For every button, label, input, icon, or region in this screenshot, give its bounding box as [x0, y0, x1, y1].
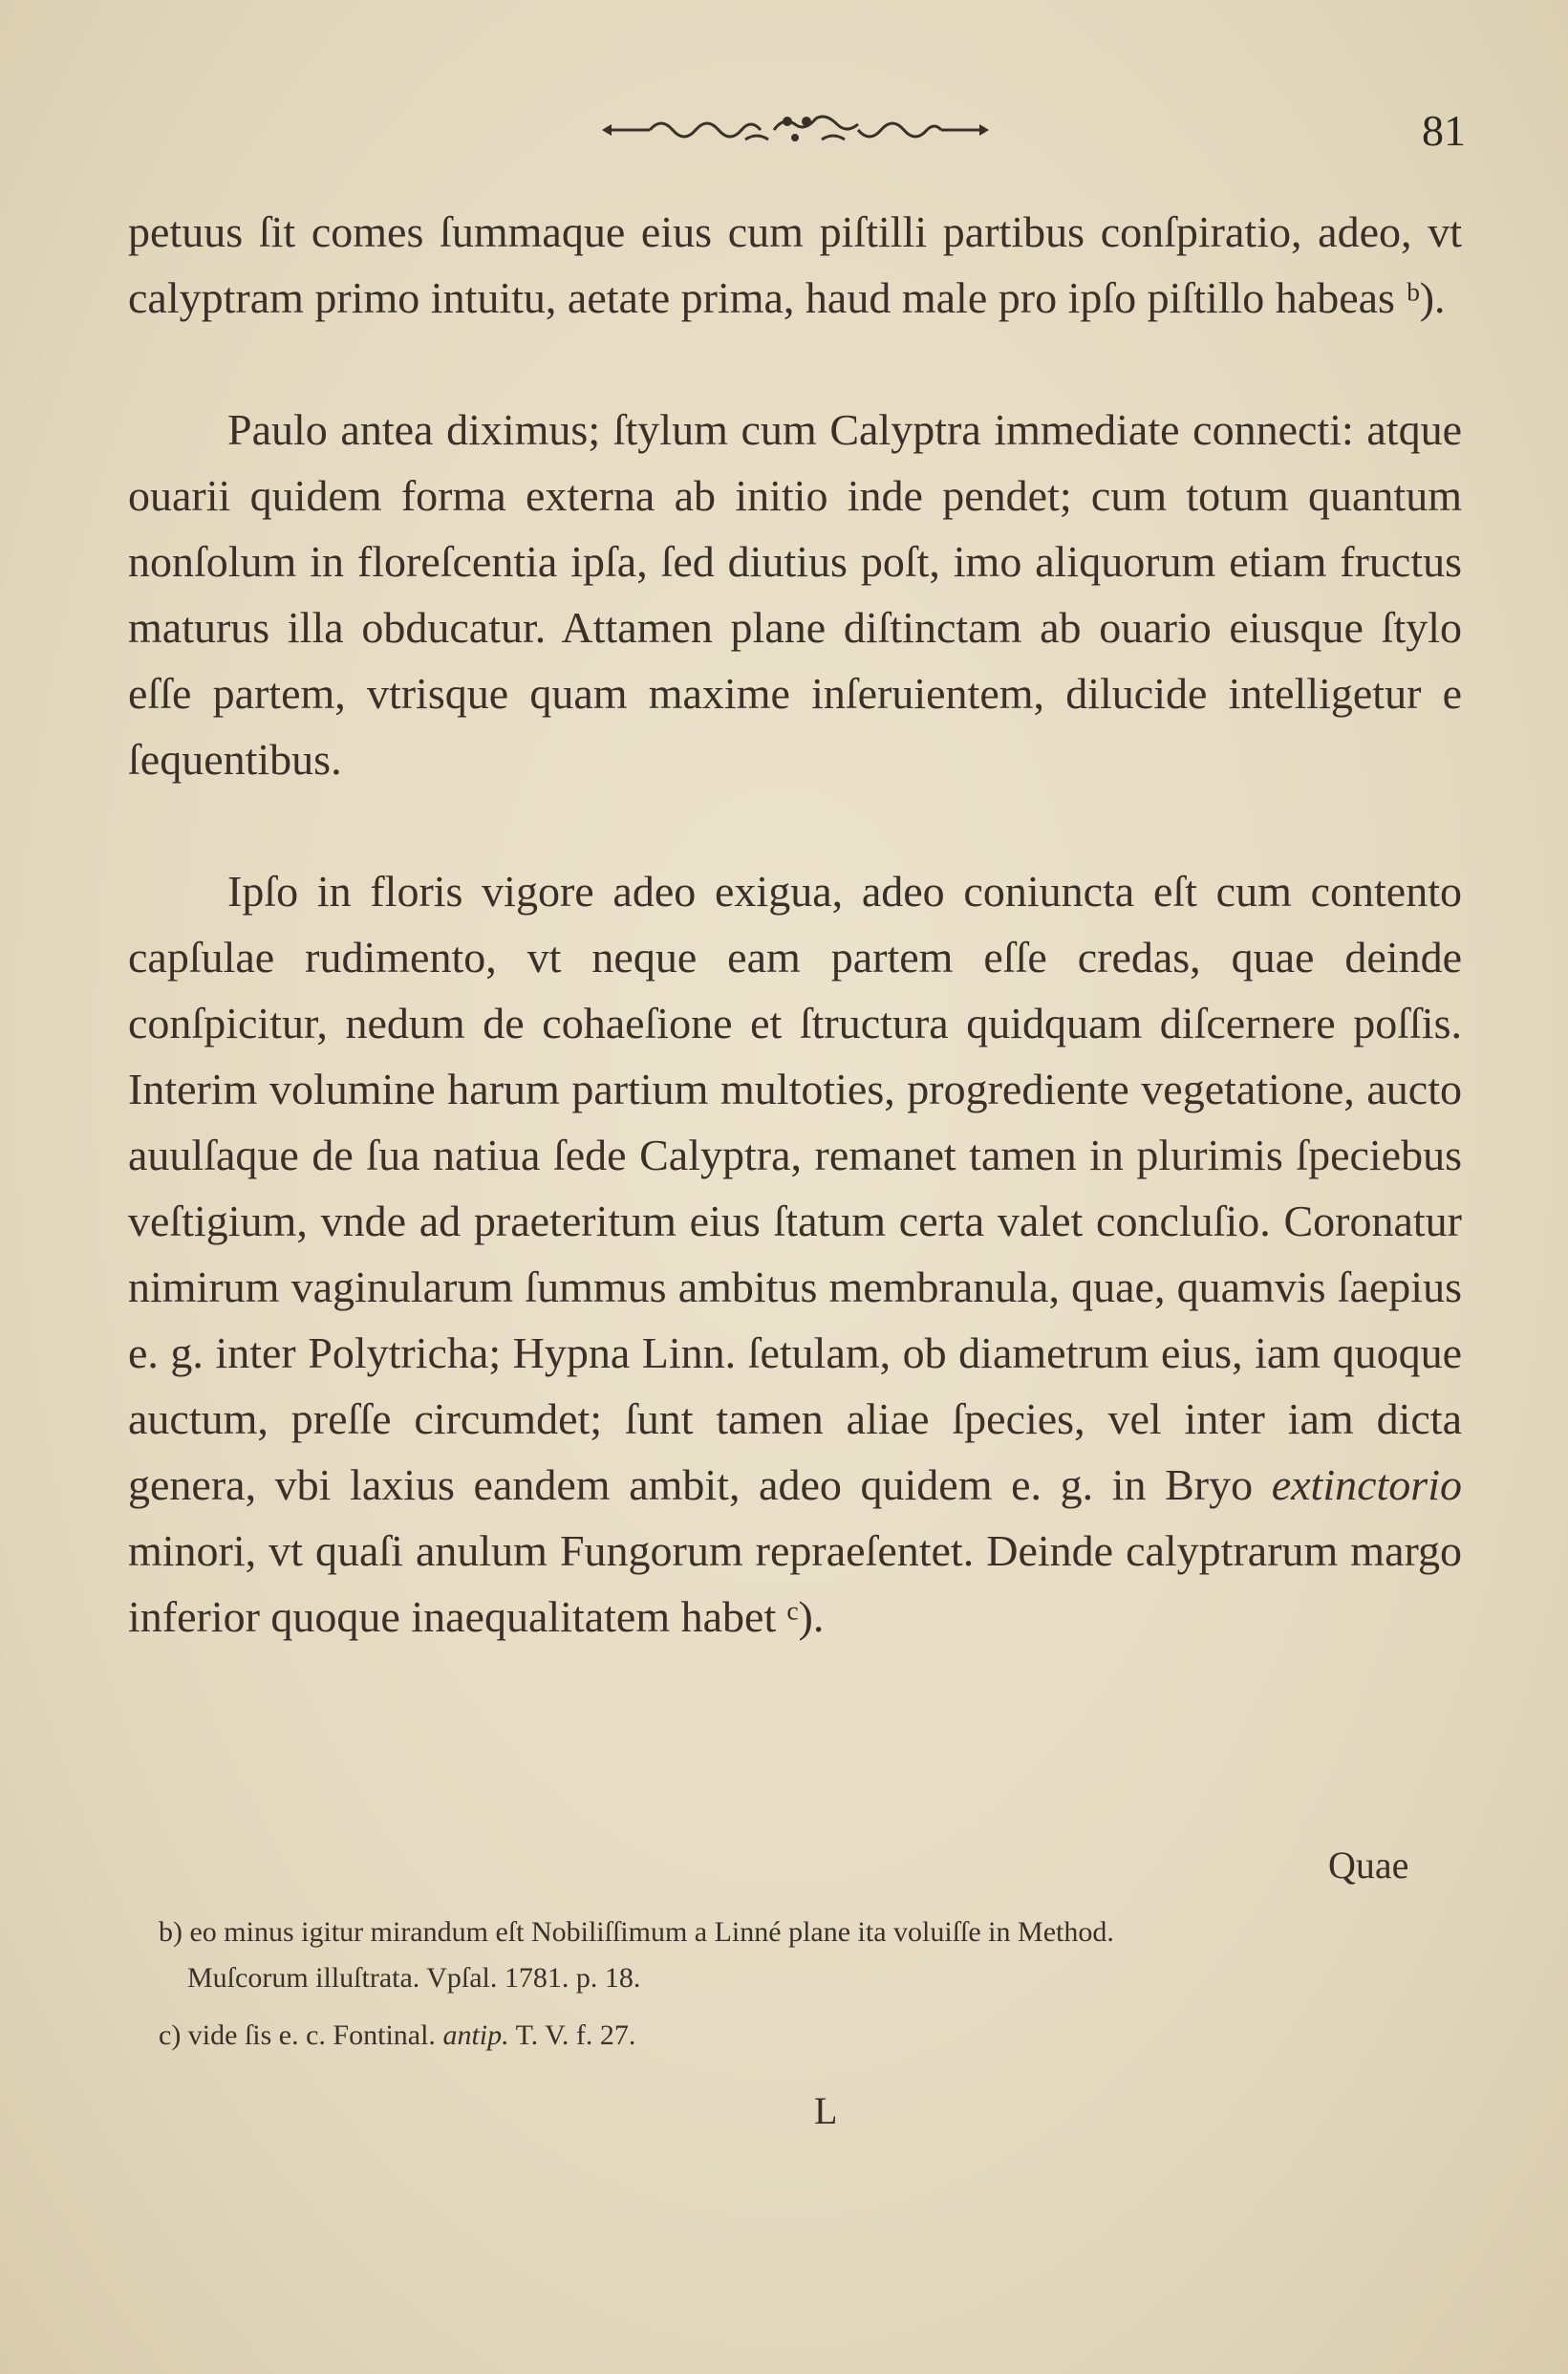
paragraph-3 — [128, 858, 1462, 1650]
body-text — [128, 199, 1462, 1650]
signature-mark: L — [814, 2089, 838, 2132]
footnote-c-prefix: c) vide ſis e. c. Fontinal. — [159, 2019, 436, 2051]
page-number: 81 — [1422, 106, 1466, 155]
paragraph-1: petuus ſit comes ſummaque eius cum piſtilli partibus conſpiratio, adeo, vt calyptram primo intuitu, aetate prima, haud male pro ipſo piſtillo habeas ᵇ). — [128, 207, 1462, 322]
footnote-b-line2: Muſcorum illuſtrata. Vpſal. 1781. p. 18. — [187, 1962, 641, 1994]
paragraph-3-text: Ipſo in floris vigore adeo exigua, adeo coniuncta eſt cum contento capſulae rudimento, vt neque eam partem eſſe credas, quae deinde conſpicitur, nedum de cohaeſione et ſtructura quidquam diſcernere poſſis. Interim volumine harum partium multoties, progrediente vegetatione, aucto auulſaque de ſua natiua ſede Calyptra, remanet tamen in plurimis ſpeciebus veſtigium, vnde ad praeteritum eius ſtatum certa valet concluſio. Coronatur nimirum vaginularum ſummus ambitus membranula, quae, quamvis ſaepius e. g. inter Polytricha; Hypna Linn. ſetulam, ob diametrum eius, iam quoque auctum, preſſe circumdet; ſunt tamen aliae ſpecies, vel inter iam dicta genera, vbi laxius eandem ambit, adeo quidem e. g. in Bryo — [128, 867, 1462, 1509]
ornament-icon — [602, 113, 989, 147]
paragraph-2: Paulo antea diximus; ſtylum cum Calyptra immediate connecti: atque ouarii quidem forma externa ab initio inde pendet; cum totum quantum nonſolum in floreſcentia ipſa, ſed diutius poſt, imo aliquorum etiam fructus maturus illa obducatur. Attamen plane diſtinctam ab ouario eiusque ſtylo eſſe partem, vtrisque quam maxime inſeruientem, dilucide intelligetur e ſequentibus. — [128, 405, 1462, 784]
catchword: Quae — [1328, 1844, 1409, 1887]
footnote-c-italic: antip. — [442, 2019, 509, 2051]
footnotes — [159, 1910, 1439, 2059]
italic-term: extinctorio — [1271, 1460, 1462, 1509]
footnote-b-line1: b) eo minus igitur mirandum eſt Nobiliſſimum a Linné plane ita voluiſſe in Method. — [159, 1916, 1114, 1948]
footnote-c-suffix: T. V. f. 27. — [515, 2019, 636, 2051]
paragraph-3-end: minori, vt quaſi anulum Fungorum repraeſentet. Deinde calyptrarum margo inferior quoque inaequalitatem habet ᶜ). — [128, 1526, 1462, 1641]
footnote-c — [159, 2013, 1439, 2059]
running-header — [0, 107, 1568, 164]
footnote-b — [159, 1910, 1439, 2001]
